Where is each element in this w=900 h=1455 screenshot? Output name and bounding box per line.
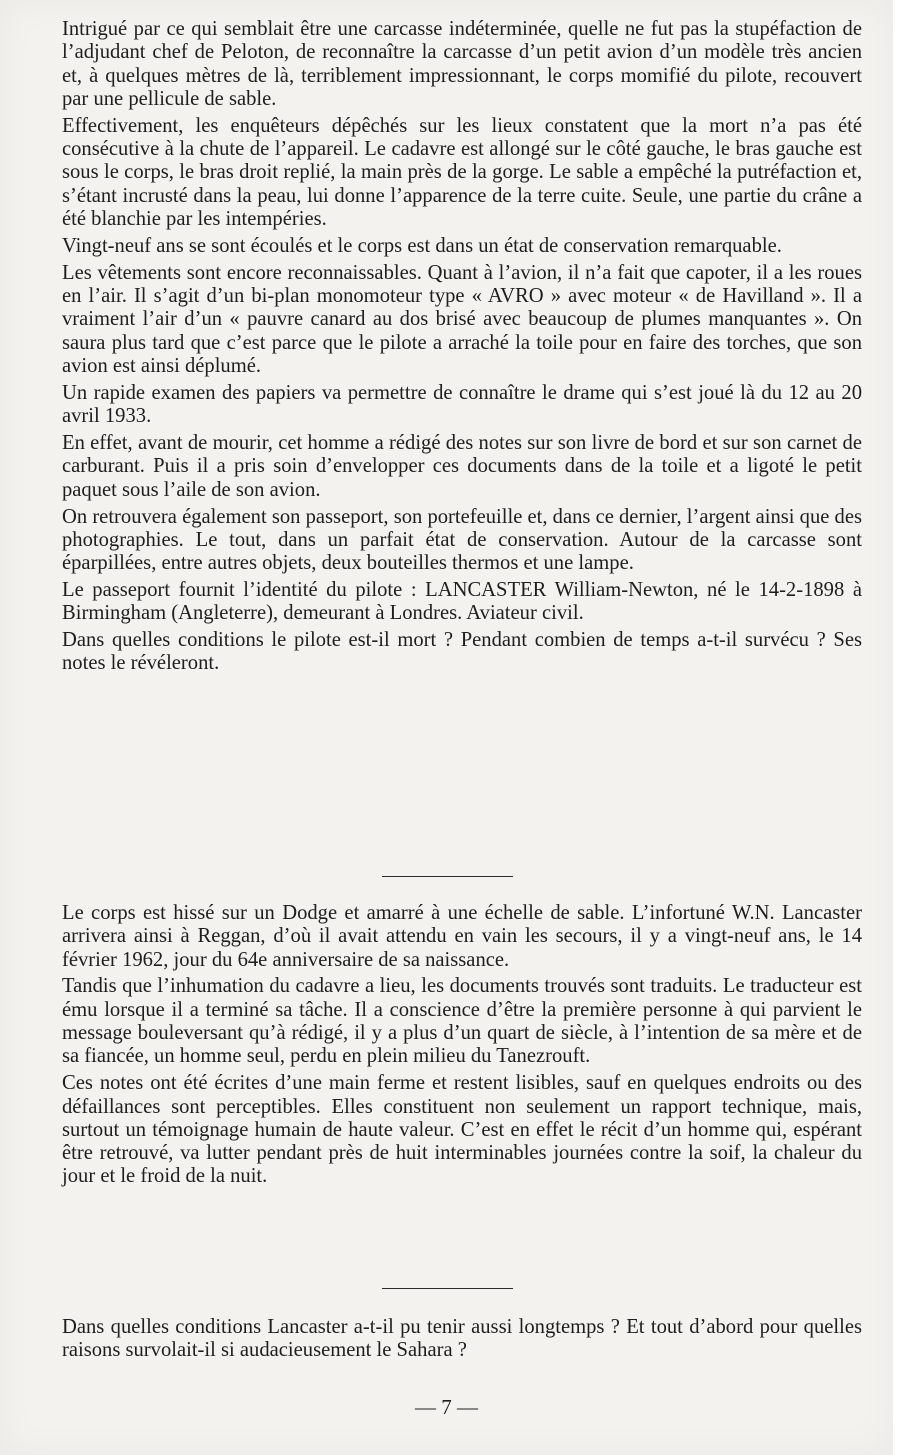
paragraph: Effectivement, les enquêteurs dépêchés sur les lieux constatent que la mort n’a pas été consécutive à la chute de l’appareil. Le cadavre est allongé sur le côté gauche, le bras gauche est sous le corps, le bras droit replié, la main près de la gorge. Le sable a empêché la putréfaction et, s’étant incrusté dans la peau, lui donne l’apparence de la terre cuite. Seule, une partie du crâne a été blanchie par les intempéries. [62, 114, 862, 230]
paragraph: Ces notes ont été écrites d’une main ferme et restent lisibles, sauf en quelques endroits ou des défaillances sont perceptibles. Elles constituent non seulement un rapport technique, mais, surtout un témoignage humain de haute valeur. C’est en effet le récit d’un homme qui, espérant être retrouvé, va lutter pendant près de huit interminables journées contre la soif, la chaleur du jour et le froid de la nuit. [62, 1072, 862, 1188]
paragraph: Dans quelles conditions Lancaster a-t-il pu tenir aussi longtemps ? Et tout d’abord pour quelles raisons survolait-il si audacieusement le Sahara ? [62, 1316, 862, 1362]
paragraph: On retrouvera également son passeport, son portefeuille et, dans ce dernier, l’argent ainsi que des photographies. Le tout, dans un parfait état de conservation. Autour de la carcasse sont éparpillées, entre autres objets, deux bouteilles thermos et une lampe. [62, 505, 862, 575]
paragraph: Dans quelles conditions le pilote est-il mort ? Pendant combien de temps a-t-il survécu ? Ses notes le révéleront. [62, 629, 862, 675]
section-divider [382, 1288, 513, 1289]
page-number: — 7 — [415, 1395, 478, 1419]
paragraph: Le passeport fournit l’identité du pilote : LANCASTER William-Newton, né le 14-2-1898 à Birmingham (Angleterre), demeurant à Londres. Aviateur civil. [62, 578, 862, 625]
paragraph: Intrigué par ce qui semblait être une carcasse indéterminée, quelle ne fut pas la stupéfaction de l’adjudant chef de Peloton, de reconnaître la carcasse d’un petit avion d’un modèle très ancien et, à quelques mètres de là, terriblement impressionnant, le corps momifié du pilote, recouvert par une pellicule de sable. [62, 18, 862, 110]
paragraph: Le corps est hissé sur un Dodge et amarré à une échelle de sable. L’infortuné W.N. Lancaster arrivera ainsi à Reggan, d’où il avait attendu en vain les secours, il y a vingt-neuf ans, le 14 février 1962, jour du 64e anniversaire de sa naissance. [62, 902, 862, 971]
paragraph: Les vêtements sont encore reconnaissables. Quant à l’avion, il n’a fait que capoter, il a les roues en l’air. Il s’agit d’un bi-plan monomoteur type « AVRO » avec moteur « de Havilland ». Il a vraiment l’air d’un « pauvre canard au dos brisé avec beaucoup de plumes manquantes ». On saura plus tard que c’est parce que le pilote a arraché la toile pour en faire des torches, que son avion est ainsi déplumé. [62, 261, 862, 377]
section-question [62, 1316, 862, 1366]
section-divider [382, 876, 513, 877]
section-discovery [62, 18, 862, 679]
section-transport [62, 902, 862, 1192]
paragraph: En effet, avant de mourir, cet homme a rédigé des notes sur son livre de bord et sur son carnet de carburant. Puis il a pris soin d’envelopper ces documents dans de la toile et a ligoté le petit paquet sous l’aile de son avion. [62, 432, 862, 501]
paragraph: Vingt-neuf ans se sont écoulés et le corps est dans un état de conservation remarquable. [62, 234, 782, 257]
paragraph: Tandis que l’inhumation du cadavre a lieu, les documents trouvés sont traduits. Le traducteur est ému lorsque il a terminé sa tâche. Il a conscience d’être la première personne à qui parvient le message bouleversant qu’à rédigé, il y a plus d’un quart de siècle, à l’intention de sa mère et de sa fiancée, un homme seul, perdu en plein milieu du Tanezrouft. [62, 975, 862, 1068]
paragraph: Un rapide examen des papiers va permettre de connaître le drame qui s’est joué là du 12 au 20 avril 1933. [62, 381, 862, 428]
